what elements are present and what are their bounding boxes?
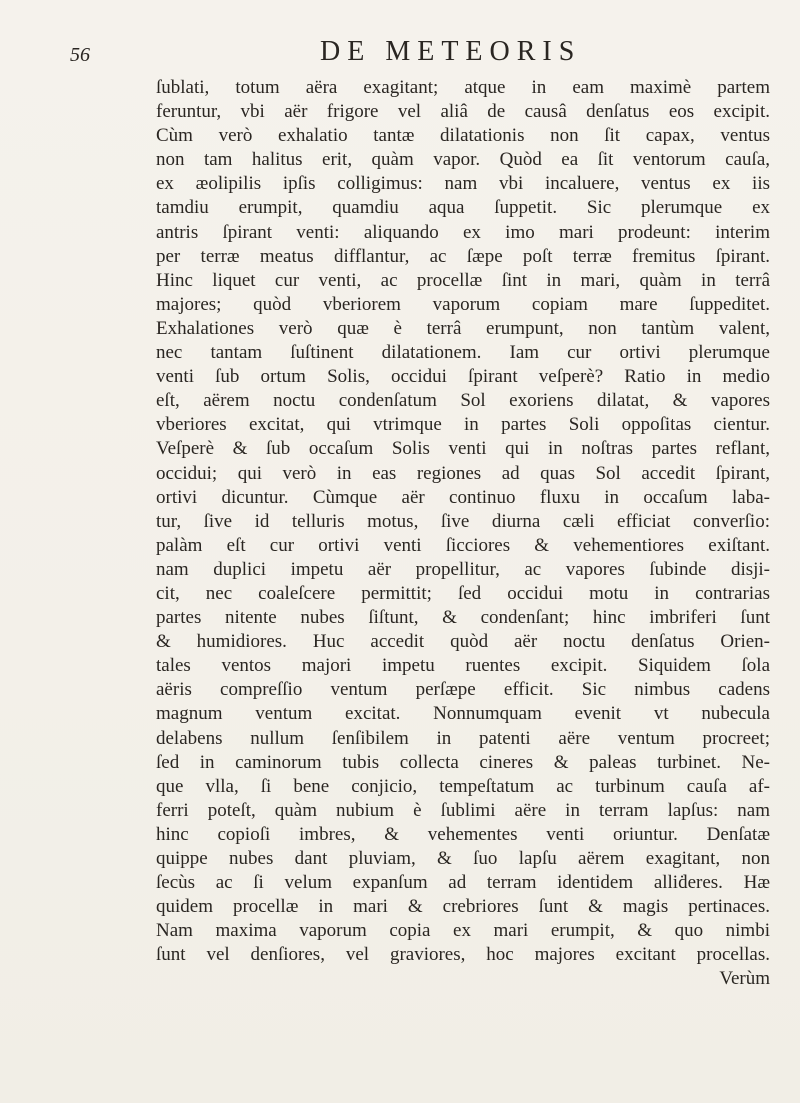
text-line: per terræ meatus difflantur, ac ſæpe poſt terræ fremitus ſpirant. bbox=[156, 245, 770, 267]
text-line: que vlla, ſi bene conjicio, tempeſtatum ac turbinum cauſa af- bbox=[156, 775, 770, 797]
text-line: tamdiu erumpit, quamdiu aqua ſuppetit. Sic plerumque ex bbox=[156, 197, 770, 219]
page-number: 56 bbox=[70, 44, 90, 66]
text-line: ortivi dicuntur. Cùmque aër continuo fluxu in occaſum laba- bbox=[156, 486, 770, 508]
text-line: ſed in caminorum tubis collecta cineres & paleas turbinet. Ne- bbox=[156, 751, 770, 773]
text-line: Hinc liquet cur venti, ac procellæ ſint in mari, quàm in terrâ bbox=[156, 269, 770, 291]
text-line: Exhalationes verò quæ è terrâ erumpunt, non tantùm valent, bbox=[156, 317, 770, 339]
text-line: & humidiores. Huc accedit quòd aër noctu denſatus Orien- bbox=[156, 631, 770, 653]
text-line: non tam halitus erit, quàm vapor. Quòd ea ſit ventorum cauſa, bbox=[156, 149, 770, 171]
text-line: partes nitente nubes ſiſtunt, & condenſant; hinc imbriferi ſunt bbox=[156, 607, 770, 629]
text-line: ſecùs ac ſi velum expanſum ad terram identidem alliḋeres. Hæ bbox=[156, 872, 770, 894]
text-line: palàm eſt cur ortivi venti ſicciores & vehementiores exiſtant. bbox=[156, 534, 770, 556]
text-line: nam duplici impetu aër propellitur, ac vapores ſubinde disji- bbox=[156, 558, 770, 580]
text-line: tales ventos majori impetu ruentes excipit. Siquidem ſola bbox=[156, 655, 770, 677]
running-head: DE METEORIS bbox=[320, 36, 582, 67]
text-line: eſt, aërem noctu condenſatum Sol exoriens dilatat, & vapores bbox=[156, 390, 770, 412]
text-line: Cùm verò exhalatio tantæ dilatationis non ſit capax, ventus bbox=[156, 125, 770, 147]
text-line: majores; quòd vberiorem vaporum copiam mare ſuppeditet. bbox=[156, 293, 770, 315]
text-line: Nam maxima vaporum copia ex mari erumpit, & quo nimbi bbox=[156, 920, 770, 942]
text-line: hinc copioſi imbres, & vehementes venti oriuntur. Denſatæ bbox=[156, 823, 770, 845]
text-line: venti ſub ortum Solis, occidui ſpirant veſperè? Ratio in medio bbox=[156, 366, 770, 388]
text-line: ſublati, totum aëra exagitant; atque in eam maximè partem bbox=[156, 77, 770, 98]
text-line: quippe nubes dant pluviam, & ſuo lapſu aërem exagitant, non bbox=[156, 848, 770, 869]
body-text bbox=[156, 76, 770, 992]
text-line: cit, nec coaleſcere permittit; ſed occidui motu in contrarias bbox=[156, 582, 770, 604]
text-line: aëris compreſſio ventum perſæpe efficit. Sic nimbus cadens bbox=[156, 679, 770, 701]
text-line: magnum ventum excitat. Nonnumquam evenit vt nubecula bbox=[156, 703, 770, 725]
page-header bbox=[70, 30, 710, 74]
text-line: ex æolipilis ipſis colligimus: nam vbi incaluere, ventus ex iis bbox=[156, 173, 770, 195]
text-line: occidui; qui verò in eas regiones ad quas Sol accedit ſpirant, bbox=[156, 462, 770, 484]
text-line: Veſperè & ſub occaſum Solis venti qui in noſtras partes reflant, bbox=[156, 438, 770, 460]
catchword: Verùm bbox=[719, 968, 770, 990]
text-line: ſunt vel denſiores, vel graviores, hoc majores excitant procellas. bbox=[156, 944, 770, 966]
text-line: quidem procellæ in mari & crebriores ſunt & magis pertinaces. bbox=[156, 896, 770, 918]
text-line: nec tantam ſuſtinent dilatationem. Iam cur ortivi plerumque bbox=[156, 342, 770, 364]
text-line: tur, ſive id telluris motus, ſive diurna cæli efficiat converſio: bbox=[156, 510, 770, 532]
text-line: delabens nullum ſenſibilem in patenti aëre ventum procreet; bbox=[156, 727, 770, 749]
text-line: feruntur, vbi aër frigore vel aliâ de causâ denſatus eos excipit. bbox=[156, 101, 770, 123]
text-line: antris ſpirant venti: aliquando ex imo mari prodeunt: interim bbox=[156, 221, 770, 243]
text-line: ferri poteſt, quàm nubium è ſublimi aëre in terram lapſus: nam bbox=[156, 799, 770, 821]
text-line: vberiores excitat, qui vtrimque in partes Soli oppoſitas cientur. bbox=[156, 414, 770, 436]
